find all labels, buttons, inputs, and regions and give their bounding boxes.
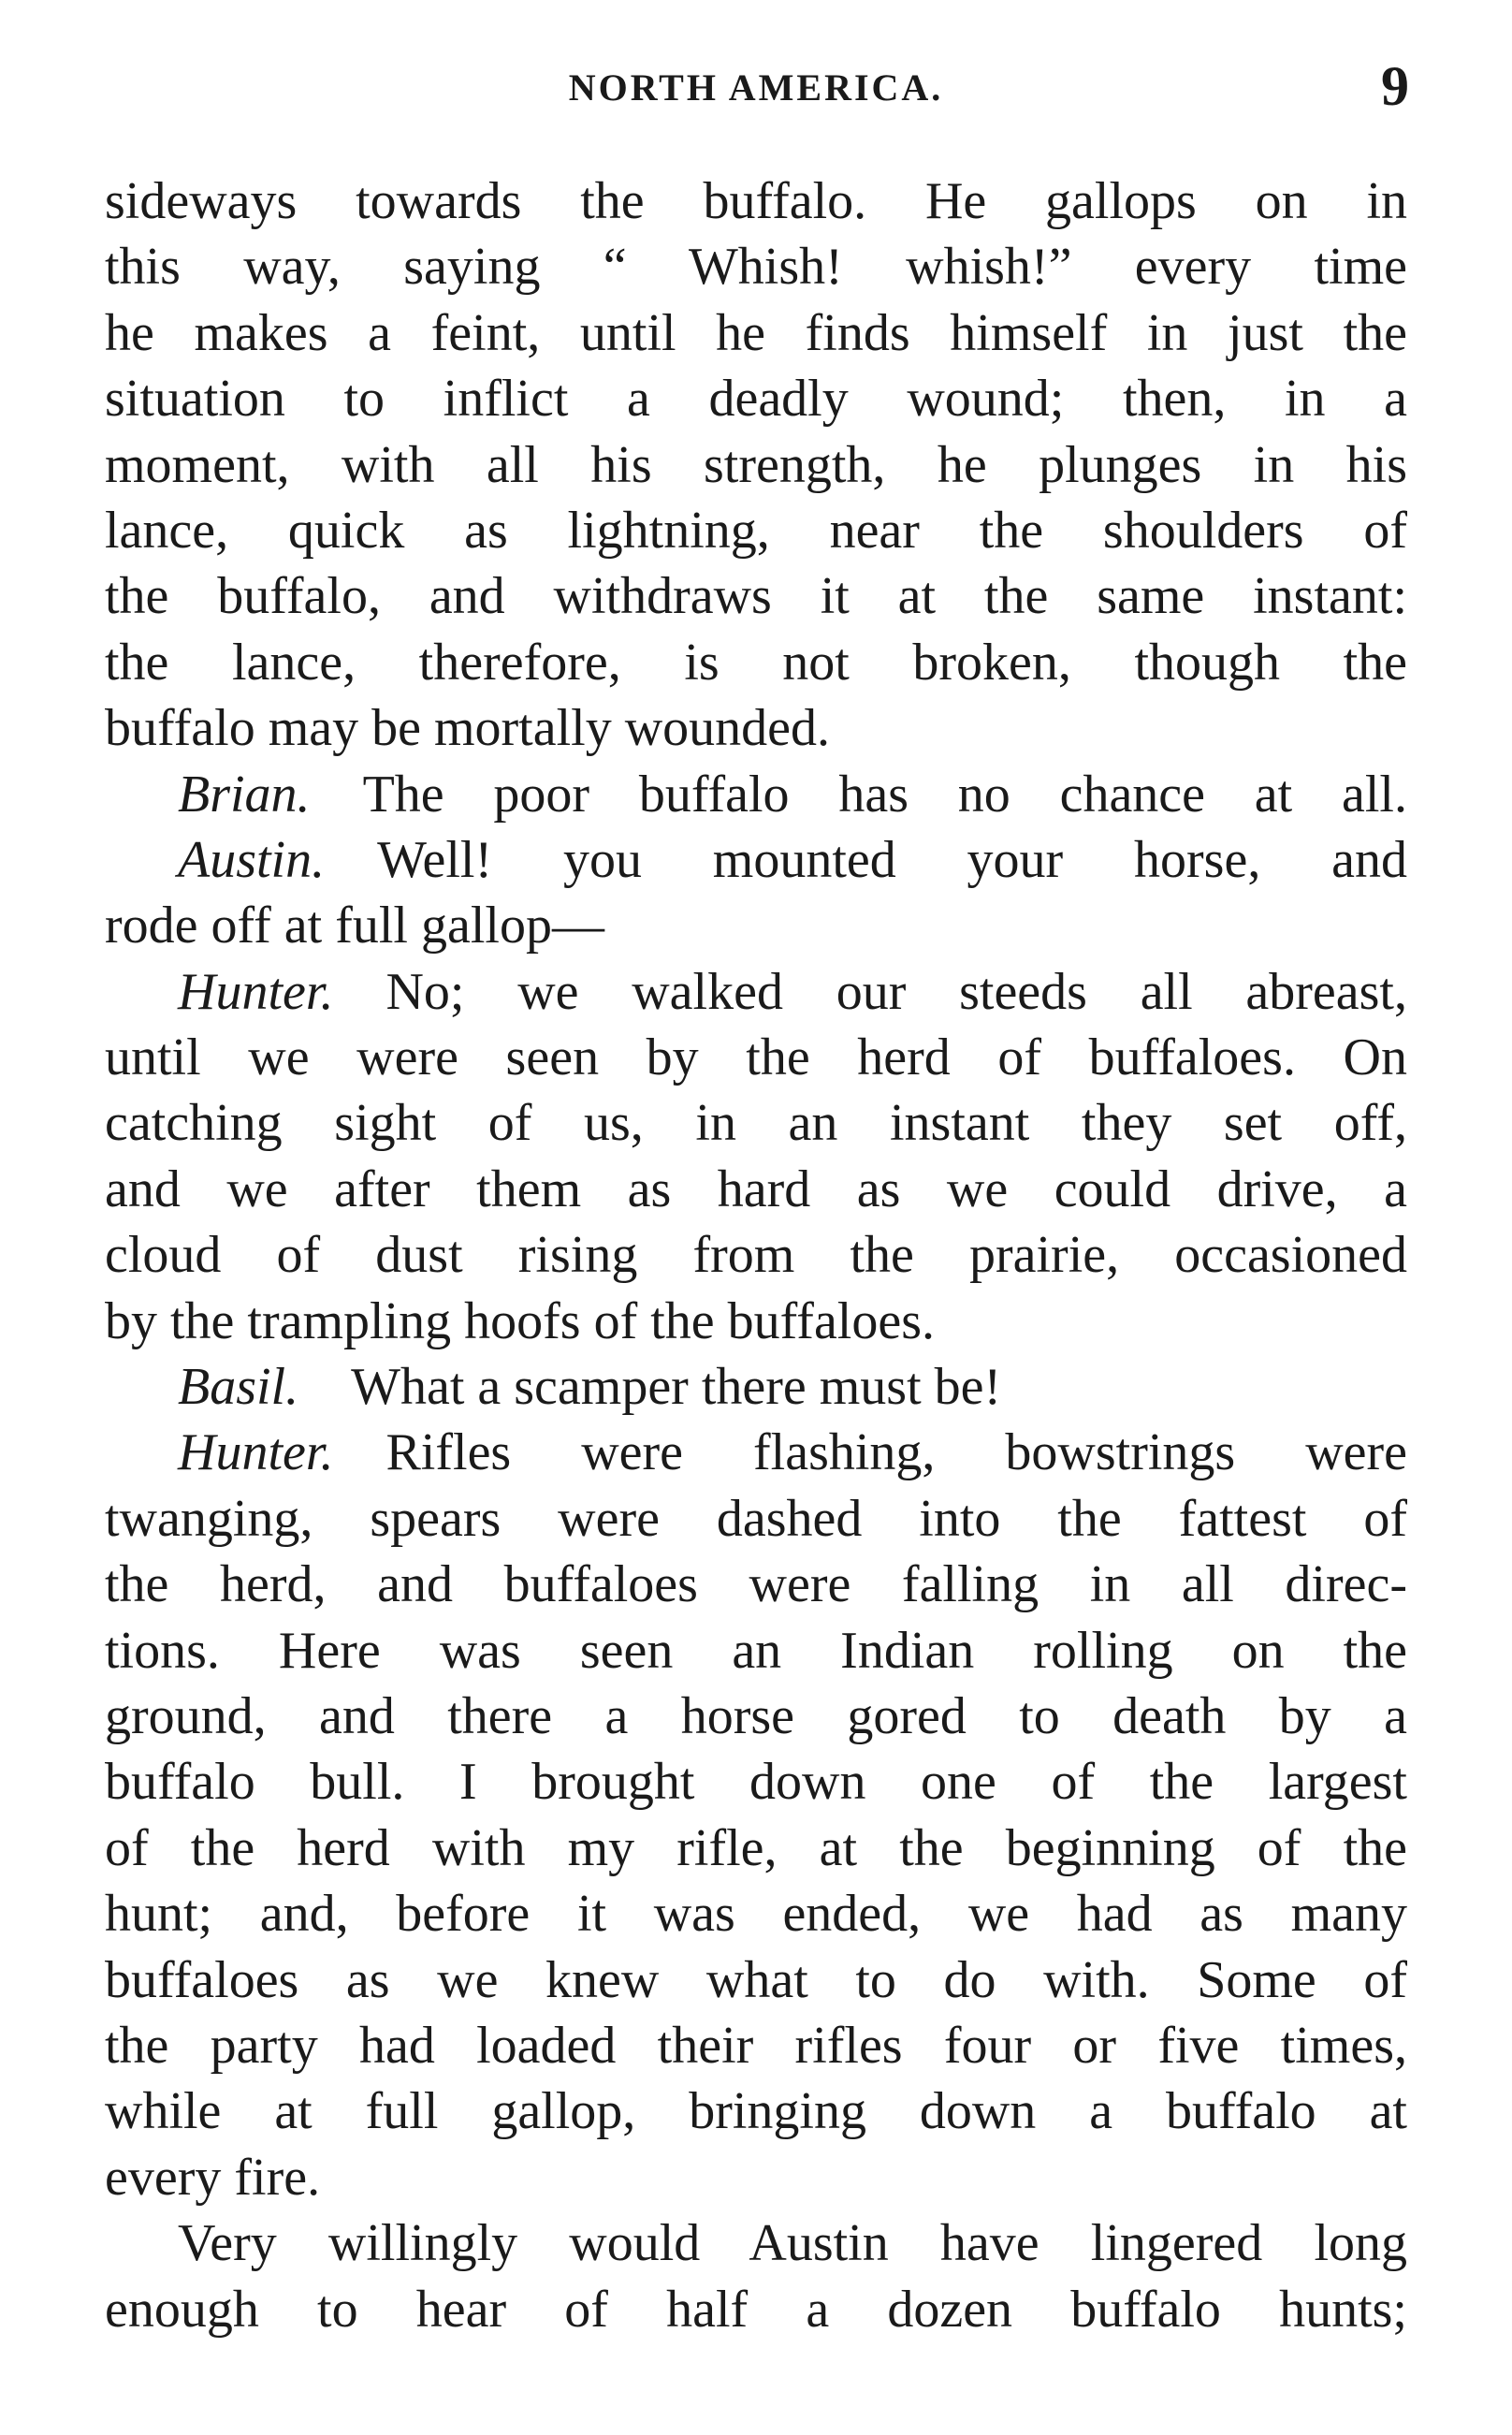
text-line: the lance, therefore, is not broken, though the: [105, 633, 1407, 692]
dialogue-text: The poor buffalo has no chance at all.: [362, 765, 1407, 824]
text-line: hunt; and, before it was ended, we had as many: [105, 1885, 1407, 1944]
speaker-name: Brian.: [178, 765, 311, 824]
text-line: buffalo bull. I brought down one of the largest: [105, 1753, 1407, 1812]
text-line: twanging, spears were dashed into the fattest of: [105, 1489, 1407, 1548]
text-line: while at full gallop, bringing down a buffalo at: [105, 2082, 1407, 2141]
speaker-name: Austin.: [178, 830, 326, 889]
speaker-name: Basil.: [178, 1358, 299, 1417]
text-line: this way, saying “ Whish! whish!” every time: [105, 238, 1407, 297]
running-head: [103, 54, 1409, 129]
text-line: catching sight of us, in an instant they set off,: [105, 1094, 1407, 1153]
speaker-name: Hunter.: [178, 962, 334, 1021]
text-line: of the herd with my rifle, at the beginning of the: [105, 1818, 1407, 1877]
text-line: buffalo may be mortally wounded.: [105, 699, 831, 758]
text-line: by the trampling hoofs of the buffaloes.: [105, 1291, 936, 1350]
text-line: cloud of dust rising from the prairie, occasioned: [105, 1226, 1407, 1285]
dialogue-text: No; we walked our steeds all abreast,: [385, 962, 1407, 1021]
text-line: the herd, and buffaloes were falling in all direc-: [105, 1555, 1407, 1614]
text-line: sideways towards the buffalo. He gallops on in: [105, 172, 1407, 230]
text-line: enough to hear of half a dozen buffalo hunts;: [105, 2280, 1407, 2339]
text-line: buffaloes as we knew what to do with. Some of: [105, 1950, 1407, 2009]
text-line: until we were seen by the herd of buffaloes. On: [105, 1028, 1407, 1087]
page-number: 9: [1381, 55, 1409, 117]
dialogue-text: What a scamper there must be!: [351, 1358, 1002, 1417]
dialogue-text: Well! you mounted your horse, and: [377, 830, 1407, 889]
text-line: moment, with all his strength, he plunges in his: [105, 435, 1407, 494]
text-line: and we after them as hard as we could drive, a: [105, 1159, 1407, 1218]
dialogue-line: [105, 762, 1407, 827]
text-line: rode off at full gallop—: [105, 897, 604, 955]
text-line: tions. Here was seen an Indian rolling on the: [105, 1621, 1407, 1680]
text-line: ground, and there a horse gored to death by a: [105, 1686, 1407, 1745]
speaker-name: Hunter.: [178, 1423, 334, 1482]
dialogue-line: [105, 959, 1407, 1025]
text-line: he makes a feint, until he finds himself in just the: [105, 303, 1407, 362]
text-line: lance, quick as lightning, near the shoulders of: [105, 501, 1407, 560]
dialogue-line: [105, 1420, 1407, 1485]
dialogue-text: Rifles were flashing, bowstrings were: [385, 1423, 1407, 1482]
dialogue-line: [105, 827, 1407, 893]
body-text: [105, 168, 1407, 2342]
running-title: NORTH AMERICA.: [568, 66, 944, 109]
dialogue-line: [105, 1354, 1407, 1420]
text-line: the party had loaded their rifles four or five times,: [105, 2016, 1407, 2075]
text-line: every fire.: [105, 2148, 321, 2207]
text-line: the buffalo, and withdraws it at the same instant:: [105, 567, 1407, 626]
text-line: Very willingly would Austin have lingered long: [178, 2214, 1407, 2273]
text-line: situation to inflict a deadly wound; then, in a: [105, 370, 1407, 429]
